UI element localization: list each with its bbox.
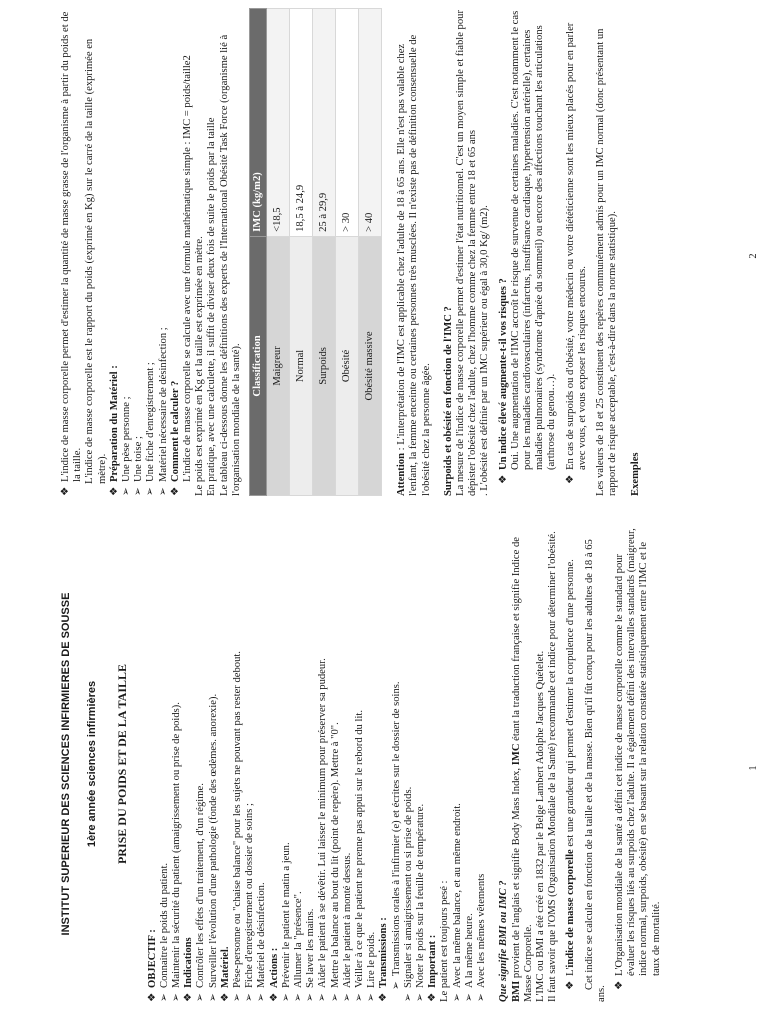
arrow-bullet-icon: ➢ [133, 487, 145, 496]
risques-text: Oui. Une augmentation de l'IMC accroît le risque de survenue de certaines maladies. C'est notamment le cas pour les maladies cardiovasculaires (infarctus, insuffisance cardiaque, hypertension artérielle), certaines maladies pulmonaires (syndrome d'apnée du sommeil) ou encore des affections touchant les articulations (arthrose du genou…). [509, 10, 558, 470]
arrow-bullet-icon: ➢ [402, 993, 414, 1002]
section-marker-icon: ❖ [613, 980, 625, 990]
section-heading: Important : [427, 934, 439, 988]
calc-formula: L'indice de masse corporelle se calcule avec une formule mathématique simple : IMC = poids/taille2 [182, 55, 194, 482]
column-header-classification: Classification [250, 236, 267, 495]
oms-paragraph: L'Organisation mondiale de la santé a défini cet indice de masse corporelle comme le standard pour évaluer les risques liés au surpoids chez l'adulte. Il a également défini des intervalles standards (maigreur, indice normal, surpoids, obésité) en se basant sur la relation constatée statistiquement entre l'IMC et le taux de mortalité. [613, 528, 662, 976]
list-item: Aider le patient à se dévêtir. Lui laisser le minimum pour préserver sa pudeur. [317, 658, 329, 988]
table-cell: 18,5 à 24,9 [290, 9, 313, 237]
section-marker-icon: ❖ [169, 486, 181, 496]
list-item: Signaler si amaigrissement ou si prise de poids. [402, 786, 414, 988]
bmi-origin: L'IMC ou BMI a été créé en 1832 par le Belge Lambert Adolphe Jacques Quételet. [534, 650, 546, 1002]
section-marker-icon: ❖ [497, 474, 509, 484]
arrow-bullet-icon: ➢ [145, 487, 157, 496]
arrow-bullet-icon: ➢ [451, 993, 463, 1002]
arrow-bullet-icon: ➢ [415, 993, 427, 1002]
bmi-text: étant la traduction française et signifie Indice de Masse Corporelle. [510, 537, 534, 1002]
important-intro: Le patient est toujours pesé : [439, 880, 451, 1002]
arrow-bullet-icon: ➢ [390, 981, 402, 990]
list-item: Noter le poids sur la feuille de température. [415, 803, 427, 988]
section-marker-icon: ❖ [564, 474, 576, 484]
section-heading: Matériel. [219, 946, 231, 988]
arrow-bullet-icon: ➢ [171, 993, 183, 1002]
arrow-bullet-icon: ➢ [341, 993, 353, 1002]
section-heading: OBJECTIF : [146, 929, 158, 988]
calc-units: Le poids est exprimé en Kg et la taille est exprimée en mètre. [194, 236, 206, 496]
arrow-bullet-icon: ➢ [207, 993, 219, 1002]
section-marker-icon: ❖ [146, 992, 158, 1002]
list-item: Connaitre le poids du patient. [158, 862, 170, 988]
arrow-bullet-icon: ➢ [232, 993, 244, 1002]
attention-text: : L'interprétation de l'IMC est applicable chez l'adulte de 18 à 65 ans. Elle n'est pas valable chez l'enfant, la femme enceinte ou certaines personnes très musclées. Il n'existe pas de définition consensuelle de l'obésité chez la personne âgée. [396, 34, 432, 496]
list-item: Prévenir le patient le matin a jeun. [280, 842, 292, 988]
obesite-definition: . L'obésité est définie par un IMC supérieur ou égal à 30,0 Kg/ (m2). [479, 205, 491, 496]
page-1 [0, 512, 768, 1024]
surpoids-heading: Surpoids et obésité en fonction de l'IMC ? [442, 306, 454, 496]
arrow-bullet-icon: ➢ [354, 993, 366, 1002]
list-item: Maintenir la sécurité du patient (amaigrissement ou prise de poids). [171, 702, 183, 988]
calc-practice: En pratique, avec une calculette, il suffit de diviser deux fois de suite le poids par la taille [206, 117, 218, 496]
section-marker-icon: ❖ [60, 486, 71, 496]
list-item: Surveiller l'évolution d'une pathologie (fonde des œdèmes. anorexie). [207, 693, 219, 988]
arrow-bullet-icon: ➢ [280, 993, 292, 1002]
table-cell: Maigreur [267, 236, 290, 495]
section-marker-icon: ❖ [268, 992, 280, 1002]
institute-name: INSTITUT SUPERIEUR DES SCIENCES INFIRMIERES DE SOUSSE [60, 592, 72, 936]
imc-calc-paragraph: Cet indice se calcule en fonction de la taille et de la masse. Bien qu'il fût conçu pour les adultes de 18 à 65 ans. [583, 539, 607, 1002]
bmi-text: provient de l'anglais et signifie Body Mass Index, [510, 765, 522, 981]
bmi-oms: Il faut savoir que l'OMS (Organisation Mondiale de la Santé) recommande cet indice pour déterminer l'obésité. [547, 531, 559, 1002]
section-marker-icon: ❖ [427, 992, 439, 1002]
arrow-bullet-icon: ➢ [158, 993, 170, 1002]
list-item: Pèse-personne ou "chaise balance" pour les sujets ne pouvant pas rester debout. [232, 651, 244, 988]
list-item: Matériel de désinfection. [256, 882, 268, 988]
list-item: Contrôler les effets d'un traitement, d'un régime. [195, 783, 207, 988]
bmi-heading: Que signifie BMI ou IMC ? [498, 880, 510, 1002]
arrow-bullet-icon: ➢ [293, 993, 305, 1002]
table-row [290, 9, 313, 496]
list-item: Une fiche d'enregistrement ; [145, 362, 157, 482]
list-item: A la même heure. [463, 913, 475, 988]
arrow-bullet-icon: ➢ [329, 993, 341, 1002]
table-cell: > 40 [359, 9, 382, 237]
arrow-bullet-icon: ➢ [366, 993, 378, 1002]
section-heading: Comment le calculer ? [169, 380, 181, 482]
table-cell: > 30 [336, 9, 359, 237]
conseil-text: En cas de surpoids ou d'obésité, votre médecin ou votre diététicienne sont les mieux placés pour en parler avec vous, et vous exposer les risques encourus. [564, 22, 588, 470]
list-item: Transmissions orales à l'infirmier (e) et écrites sur le dossier de soins. [390, 681, 402, 976]
column-header-imc: IMC (kg/m2) [250, 9, 267, 237]
section-objectif [147, 526, 159, 1002]
list-item: Avec les mêmes vêtements [476, 873, 488, 988]
valeurs-paragraph: Les valeurs de 18 et 25 constituent des repères communément admis pour un IMC normal (donc présentant un rapport de risque acceptable, c'est-à-dire dans la norme statistique). [595, 28, 619, 496]
list-item: Matériel nécessaire de désinfection ; [157, 327, 169, 482]
arrow-bullet-icon: ➢ [256, 993, 268, 1002]
table-cell: <18,5 [267, 9, 290, 237]
table-cell: Surpoids [313, 236, 336, 495]
section-heading: Indications [183, 937, 195, 988]
attention-paragraph [396, 8, 433, 496]
bmi-term: BMI [510, 980, 522, 1002]
list-item: Veiller à ce que le patient ne prenne pas appui sur le rebord du lit. [354, 710, 366, 988]
table-cell: Obésité massive [359, 236, 382, 495]
section-heading: Transmissions : [378, 917, 390, 988]
arrow-bullet-icon: ➢ [121, 487, 133, 496]
table-row [359, 9, 382, 496]
list-item: Une pèse personne ; [121, 396, 133, 482]
list-item: Lire le poids. [366, 931, 378, 988]
list-item: Allumer la "présence". [293, 891, 305, 988]
arrow-bullet-icon: ➢ [476, 993, 488, 1002]
table-row [313, 9, 336, 496]
section-marker-icon: ❖ [565, 980, 577, 990]
imc-term: IMC [510, 743, 522, 766]
table-cell: 25 à 29,9 [313, 9, 336, 237]
list-item: Mettre la balance au bout du lit (point de repère). Mettre à "0". [329, 722, 341, 988]
page-number: 2 [747, 253, 759, 259]
list-item: Avec la même balance, et au même endroit. [451, 803, 463, 988]
year-label: 1ère année sciences infirmières [86, 680, 99, 848]
list-item: Se laver les mains. [305, 908, 317, 988]
bmi-paragraph [511, 526, 535, 1002]
table-row [336, 9, 359, 496]
calc-table-intro: Le tableau ci-dessous donne les définitions des experts de l'International Obésité Task Force (organisme lié à l'organisation mondiale de la santé). [218, 34, 242, 496]
attention-label: Attention [396, 453, 408, 496]
arrow-bullet-icon: ➢ [195, 993, 207, 1002]
section-heading: Préparation du Matériel : [108, 365, 120, 482]
imc-definition: L'indice de masse corporelle est une grandeur qui permet d'estimer la corpulence d'une personne. [565, 559, 577, 976]
list-item: Aider le patient à monté dessus. [341, 852, 353, 988]
page-number: 1 [747, 765, 759, 771]
risques-heading: Un indice élevé augmente-t-il vos risques ? [497, 278, 509, 470]
table-cell: Normal [290, 236, 313, 495]
arrow-bullet-icon: ➢ [317, 993, 329, 1002]
intro-paragraph: L'indice de masse corporelle est le rapport du poids (exprimé en Kg) sur le carré de la taille (exprimée en mètre). [84, 38, 108, 484]
arrow-bullet-icon: ➢ [305, 993, 317, 1002]
section-marker-icon: ❖ [378, 992, 390, 1002]
arrow-bullet-icon: ➢ [463, 993, 475, 1002]
section-marker-icon: ❖ [108, 486, 120, 496]
section-heading: Actions : [268, 947, 280, 988]
list-item: Fiche d'enregistrement ou dossier de soins ; [244, 803, 256, 988]
table-header-row [250, 9, 267, 496]
intro-bullet: L'indice de masse corporelle permet d'estimer la quantité de masse grasse de l'organisme à partir du poids et de la taille. [60, 11, 84, 482]
section-marker-icon: ❖ [183, 992, 195, 1002]
list-item: Une toise ; [133, 436, 145, 482]
exemples-heading: Exemples [629, 452, 641, 496]
section-marker-icon: ❖ [219, 992, 231, 1002]
document-title: PRISE DU POIDS ET DE LA TAILLE [115, 663, 130, 865]
arrow-bullet-icon: ➢ [244, 993, 256, 1002]
surpoids-paragraph: La mesure de l'indice de masse corporelle permet d'estimer l'état nutritionnel. C'est un moyen simple et fiable pour dépister l'obésité chez l'adulte, chez l'homme comme chez la femme entre 18 et 65 ans [455, 10, 479, 496]
imc-table [249, 8, 382, 496]
arrow-bullet-icon: ➢ [157, 487, 169, 496]
table-row [267, 9, 290, 496]
table-cell: Obésité [336, 236, 359, 495]
